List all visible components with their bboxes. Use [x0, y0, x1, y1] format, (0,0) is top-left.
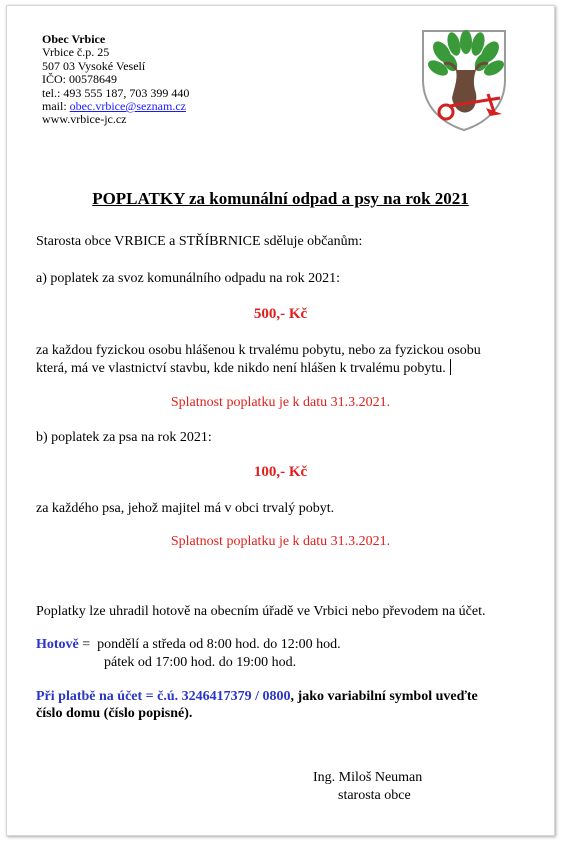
- section-b-amount: 100,- Kč: [253, 464, 308, 480]
- document-page: [6, 5, 555, 836]
- text-cursor: [450, 359, 451, 375]
- transfer-rest: , jako variabilní symbol uveďte: [290, 689, 478, 704]
- cash-hours-1: pondělí a středa od 8:00 hod. do 12:00 hod.: [97, 637, 341, 652]
- address-line-1: Vrbice č.p. 25: [42, 45, 110, 60]
- org-header: [42, 33, 189, 127]
- section-b-text: za každého psa, jehož majitel má v obci trvalý pobyt.: [36, 501, 335, 516]
- section-a-text-line-1: za každou fyzickou osobu hlášenou k trvalému pobytu, nebo za fyzickou osobu: [36, 343, 481, 358]
- document-title: POPLATKY za komunální odpad a psy na rok 2021: [92, 189, 469, 208]
- payment-intro: Poplatky lze uhradil hotově na obecním úřadě ve Vrbici nebo převodem na účet.: [36, 604, 486, 619]
- coat-of-arms-icon: [420, 28, 508, 132]
- website: www.vrbice-jc.cz: [42, 112, 127, 127]
- phone: tel.: 493 555 187, 703 399 440: [42, 85, 190, 100]
- ico: IČO: 00578649: [42, 72, 117, 87]
- org-name: Obec Vrbice: [42, 32, 106, 46]
- transfer-row: [36, 688, 478, 705]
- section-b-heading: b) poplatek za psa na rok 2021:: [36, 430, 212, 445]
- section-a-due: Splatnost poplatku je k datu 31.3.2021.: [170, 395, 391, 410]
- transfer-line-2: číslo domu (číslo popisné).: [36, 706, 193, 721]
- address-line-2: 507 03 Vysoké Veselí: [42, 58, 146, 73]
- section-a-amount: 500,- Kč: [253, 306, 308, 322]
- cash-eq: =: [78, 637, 98, 652]
- section-a-text-line-2: [36, 359, 451, 377]
- signature-name: Ing. Miloš Neuman: [313, 770, 423, 785]
- signature-role: starosta obce: [338, 788, 411, 803]
- section-a-heading: a) poplatek za svoz komunálního odpadu na rok 2021:: [36, 271, 341, 286]
- transfer-label: Při platbě na účet = č.ú. 3246417379 / 0800: [36, 689, 291, 704]
- cash-hours-2: pátek od 17:00 hod. do 19:00 hod.: [104, 655, 297, 670]
- section-a-text-line-2-content: která, má ve vlastnictví stavbu, kde nikdo není hlášen k trvalému pobytu.: [36, 361, 446, 376]
- email-row: [42, 100, 189, 113]
- section-b-due: Splatnost poplatku je k datu 31.3.2021.: [170, 534, 391, 549]
- email-label: mail:: [42, 99, 70, 114]
- cash-label: Hotově: [36, 637, 79, 652]
- intro-text: Starosta obce VRBICE a STŘÍBRNICE sděluje občanům:: [36, 234, 363, 249]
- cash-row: [36, 636, 341, 653]
- email-link[interactable]: obec.vrbice@seznam.cz: [69, 99, 186, 114]
